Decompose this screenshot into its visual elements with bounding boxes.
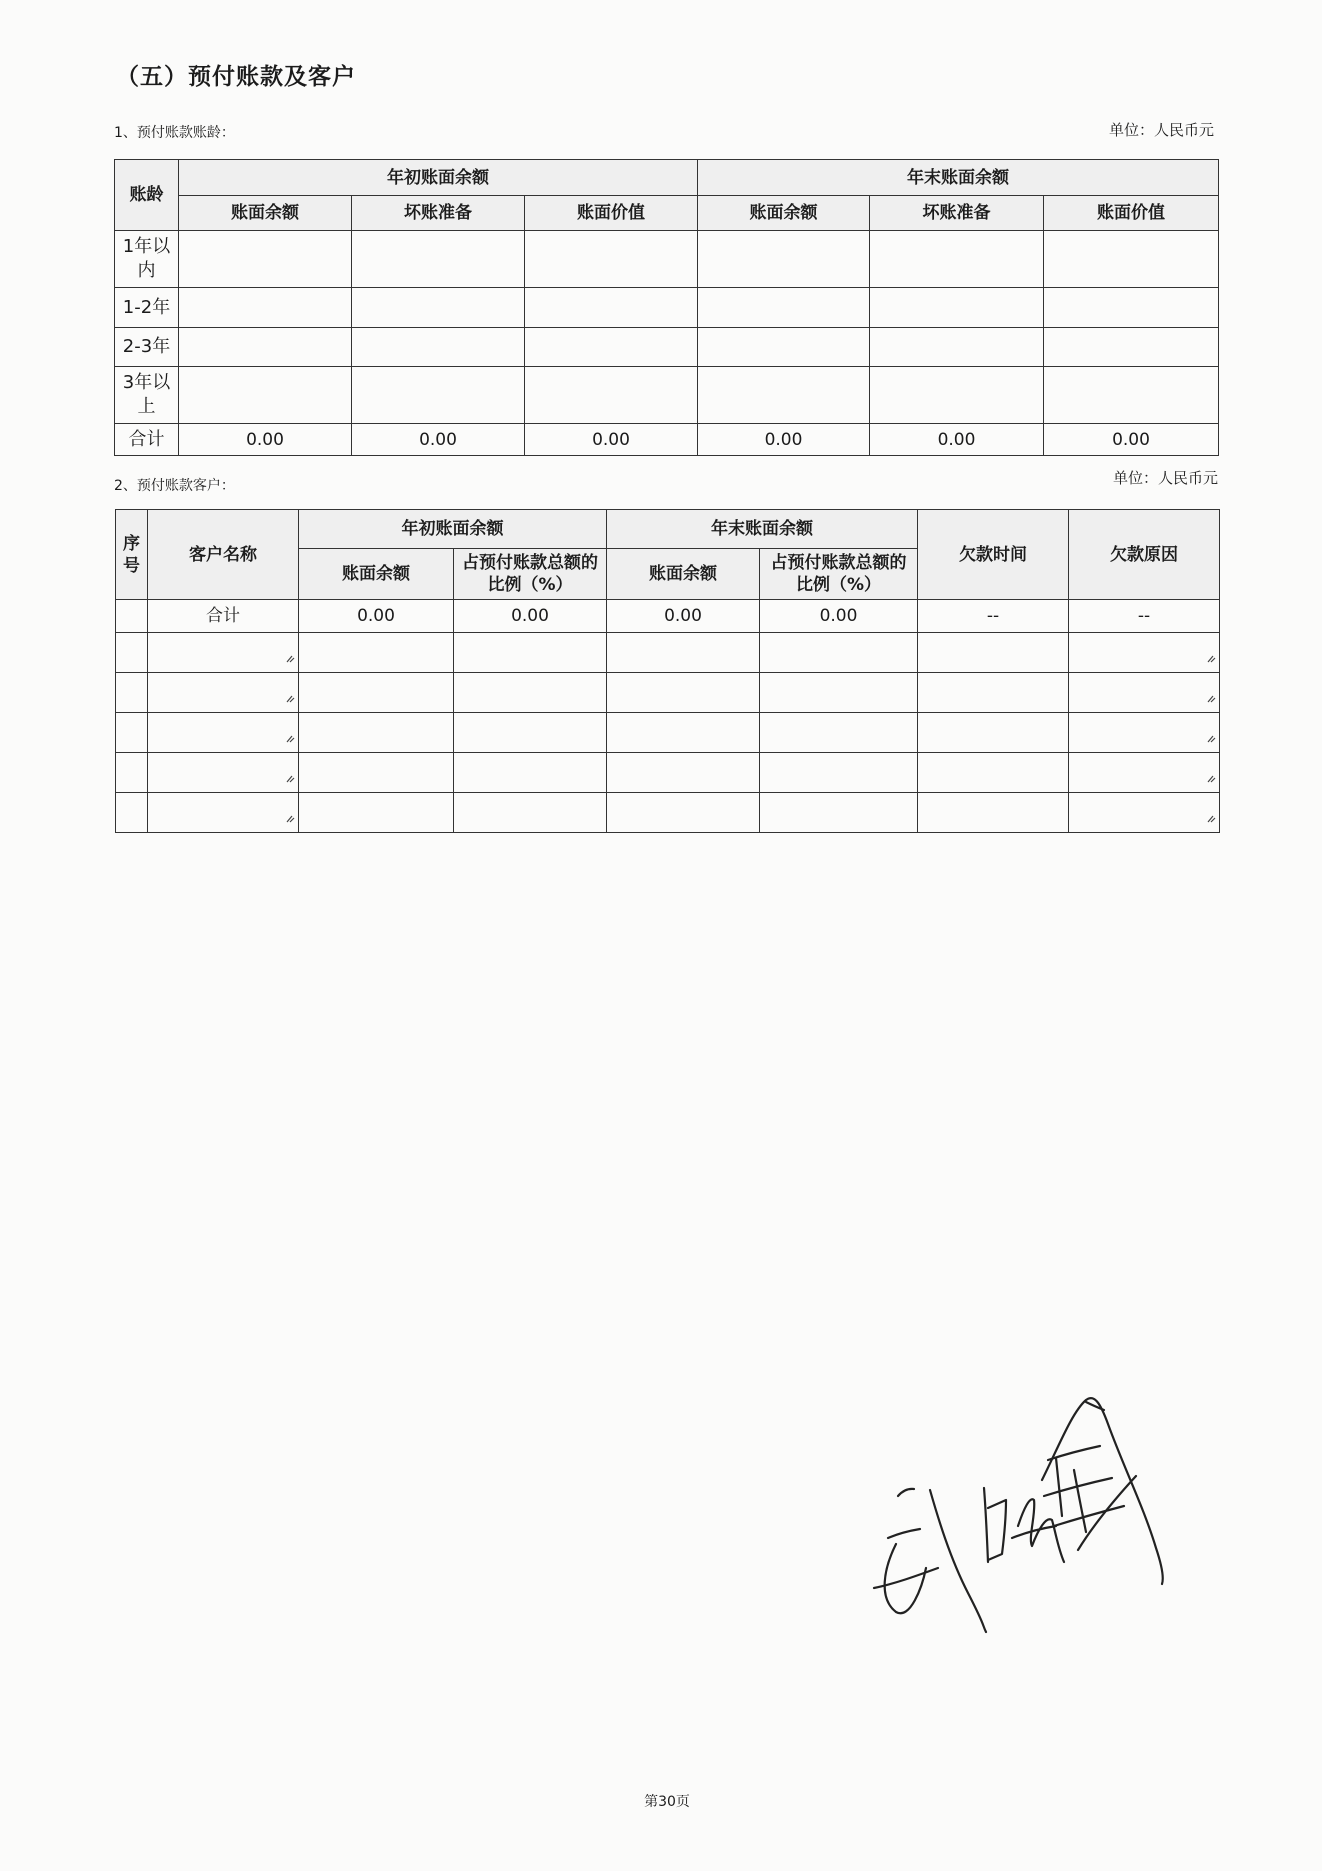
value-cell [607, 633, 760, 673]
handwritten-signature [872, 1388, 1172, 1638]
table-row [115, 231, 1219, 288]
resize-handle-icon [1206, 693, 1216, 703]
value-cell [299, 633, 454, 673]
overdue-reason-cell [1069, 713, 1220, 753]
customer-name-cell [148, 713, 299, 753]
value-cell: 0.00 [698, 424, 870, 456]
value-cell [918, 793, 1069, 833]
table-row [115, 328, 1219, 367]
header-seq: 序号 [116, 510, 148, 600]
header-closing-carrying-value: 账面价值 [1044, 196, 1219, 231]
value-cell [454, 753, 607, 793]
customer-name-cell [148, 753, 299, 793]
header-opening-book-balance: 年初账面余额 [179, 160, 698, 196]
seq-cell [116, 713, 148, 753]
aging-table [114, 159, 1219, 456]
resize-handle-icon [1206, 653, 1216, 663]
value-cell: -- [918, 600, 1069, 633]
value-cell [352, 288, 525, 328]
header-closing-balance: 账面余额 [698, 196, 870, 231]
header-opening-ratio: 占预付账款总额的比例（%） [454, 549, 607, 600]
customer-name-cell [148, 633, 299, 673]
resize-handle-icon [285, 733, 295, 743]
resize-handle-icon [285, 653, 295, 663]
aging-unit-label: 单位：人民币元 [1108, 121, 1214, 139]
overdue-reason-cell [1069, 673, 1220, 713]
value-cell: 0.00 [179, 424, 352, 456]
header-closing-book-balance: 年末账面余额 [698, 160, 1219, 196]
table-row [115, 288, 1219, 328]
header-opening-book-balance: 年初账面余额 [299, 510, 607, 549]
resize-handle-icon [1206, 773, 1216, 783]
row-label: 1年以内 [115, 231, 179, 288]
table-row [116, 753, 1220, 793]
value-cell: 0.00 [607, 600, 760, 633]
value-cell [1044, 231, 1219, 288]
section-title: （五）预付账款及客户 [116, 64, 356, 90]
value-cell [760, 713, 918, 753]
value-cell [918, 633, 1069, 673]
value-cell: 0.00 [1044, 424, 1219, 456]
header-opening-balance: 账面余额 [179, 196, 352, 231]
total-row [115, 424, 1219, 456]
header-closing-book-balance: 年末账面余额 [607, 510, 918, 549]
overdue-reason-cell [1069, 753, 1220, 793]
overdue-reason-cell [1069, 793, 1220, 833]
seq-cell [116, 633, 148, 673]
value-cell [525, 231, 698, 288]
customer-name-cell [148, 793, 299, 833]
value-cell [918, 753, 1069, 793]
resize-handle-icon [285, 693, 295, 703]
value-cell [179, 231, 352, 288]
value-cell [1044, 288, 1219, 328]
value-cell [698, 288, 870, 328]
page-number: 第30页 [644, 1794, 690, 1810]
value-cell [352, 367, 525, 424]
header-opening-carrying-value: 账面价值 [525, 196, 698, 231]
value-cell [760, 633, 918, 673]
value-cell [299, 753, 454, 793]
header-closing-ratio: 占预付账款总额的比例（%） [760, 549, 918, 600]
header-closing-bad-debt: 坏账准备 [870, 196, 1044, 231]
value-cell [179, 367, 352, 424]
value-cell [698, 367, 870, 424]
value-cell [698, 328, 870, 367]
header-aging-period: 账龄 [115, 160, 179, 231]
value-cell [870, 288, 1044, 328]
customers-caption: 2、预付账款客户： [114, 478, 235, 494]
value-cell [454, 713, 607, 753]
value-cell: 0.00 [454, 600, 607, 633]
value-cell [870, 231, 1044, 288]
value-cell [607, 673, 760, 713]
overdue-reason-cell [1069, 633, 1220, 673]
table-row [116, 633, 1220, 673]
value-cell [698, 231, 870, 288]
value-cell [1044, 367, 1219, 424]
header-customer-name: 客户名称 [148, 510, 299, 600]
header-overdue-reason: 欠款原因 [1069, 510, 1220, 600]
value-cell [525, 367, 698, 424]
resize-handle-icon [285, 773, 295, 783]
value-cell [299, 673, 454, 713]
header-overdue-time: 欠款时间 [918, 510, 1069, 600]
seq-cell [116, 793, 148, 833]
value-cell: 0.00 [525, 424, 698, 456]
value-cell [299, 793, 454, 833]
value-cell [454, 633, 607, 673]
value-cell [870, 367, 1044, 424]
table-row [116, 713, 1220, 753]
value-cell [870, 328, 1044, 367]
value-cell [918, 713, 1069, 753]
seq-cell [116, 600, 148, 633]
row-label: 3年以上 [115, 367, 179, 424]
value-cell: -- [1069, 600, 1220, 633]
value-cell: 0.00 [870, 424, 1044, 456]
seq-cell [116, 673, 148, 713]
customer-name-cell: 合计 [148, 600, 299, 633]
table-row [115, 367, 1219, 424]
value-cell [179, 288, 352, 328]
value-cell [1044, 328, 1219, 367]
customer-name-cell [148, 673, 299, 713]
header-opening-balance: 账面余额 [299, 549, 454, 600]
value-cell [352, 328, 525, 367]
value-cell [179, 328, 352, 367]
customers-table [115, 509, 1220, 833]
value-cell [525, 328, 698, 367]
value-cell [607, 713, 760, 753]
value-cell [454, 673, 607, 713]
value-cell: 0.00 [299, 600, 454, 633]
value-cell [299, 713, 454, 753]
row-label: 1-2年 [115, 288, 179, 328]
resize-handle-icon [1206, 813, 1216, 823]
value-cell [760, 753, 918, 793]
total-row [116, 600, 1220, 633]
value-cell [760, 673, 918, 713]
value-cell [760, 793, 918, 833]
value-cell: 0.00 [352, 424, 525, 456]
value-cell [454, 793, 607, 833]
value-cell [607, 753, 760, 793]
header-opening-bad-debt: 坏账准备 [352, 196, 525, 231]
table-row [116, 793, 1220, 833]
customers-unit-label: 单位：人民币元 [1112, 469, 1218, 487]
row-label: 2-3年 [115, 328, 179, 367]
table-row [116, 673, 1220, 713]
header-closing-balance: 账面余额 [607, 549, 760, 600]
resize-handle-icon [285, 813, 295, 823]
value-cell [607, 793, 760, 833]
aging-caption: 1、预付账款账龄： [114, 125, 235, 141]
value-cell [525, 288, 698, 328]
seq-cell [116, 753, 148, 793]
value-cell: 0.00 [760, 600, 918, 633]
value-cell [352, 231, 525, 288]
row-label: 合计 [115, 424, 179, 456]
value-cell [918, 673, 1069, 713]
resize-handle-icon [1206, 733, 1216, 743]
